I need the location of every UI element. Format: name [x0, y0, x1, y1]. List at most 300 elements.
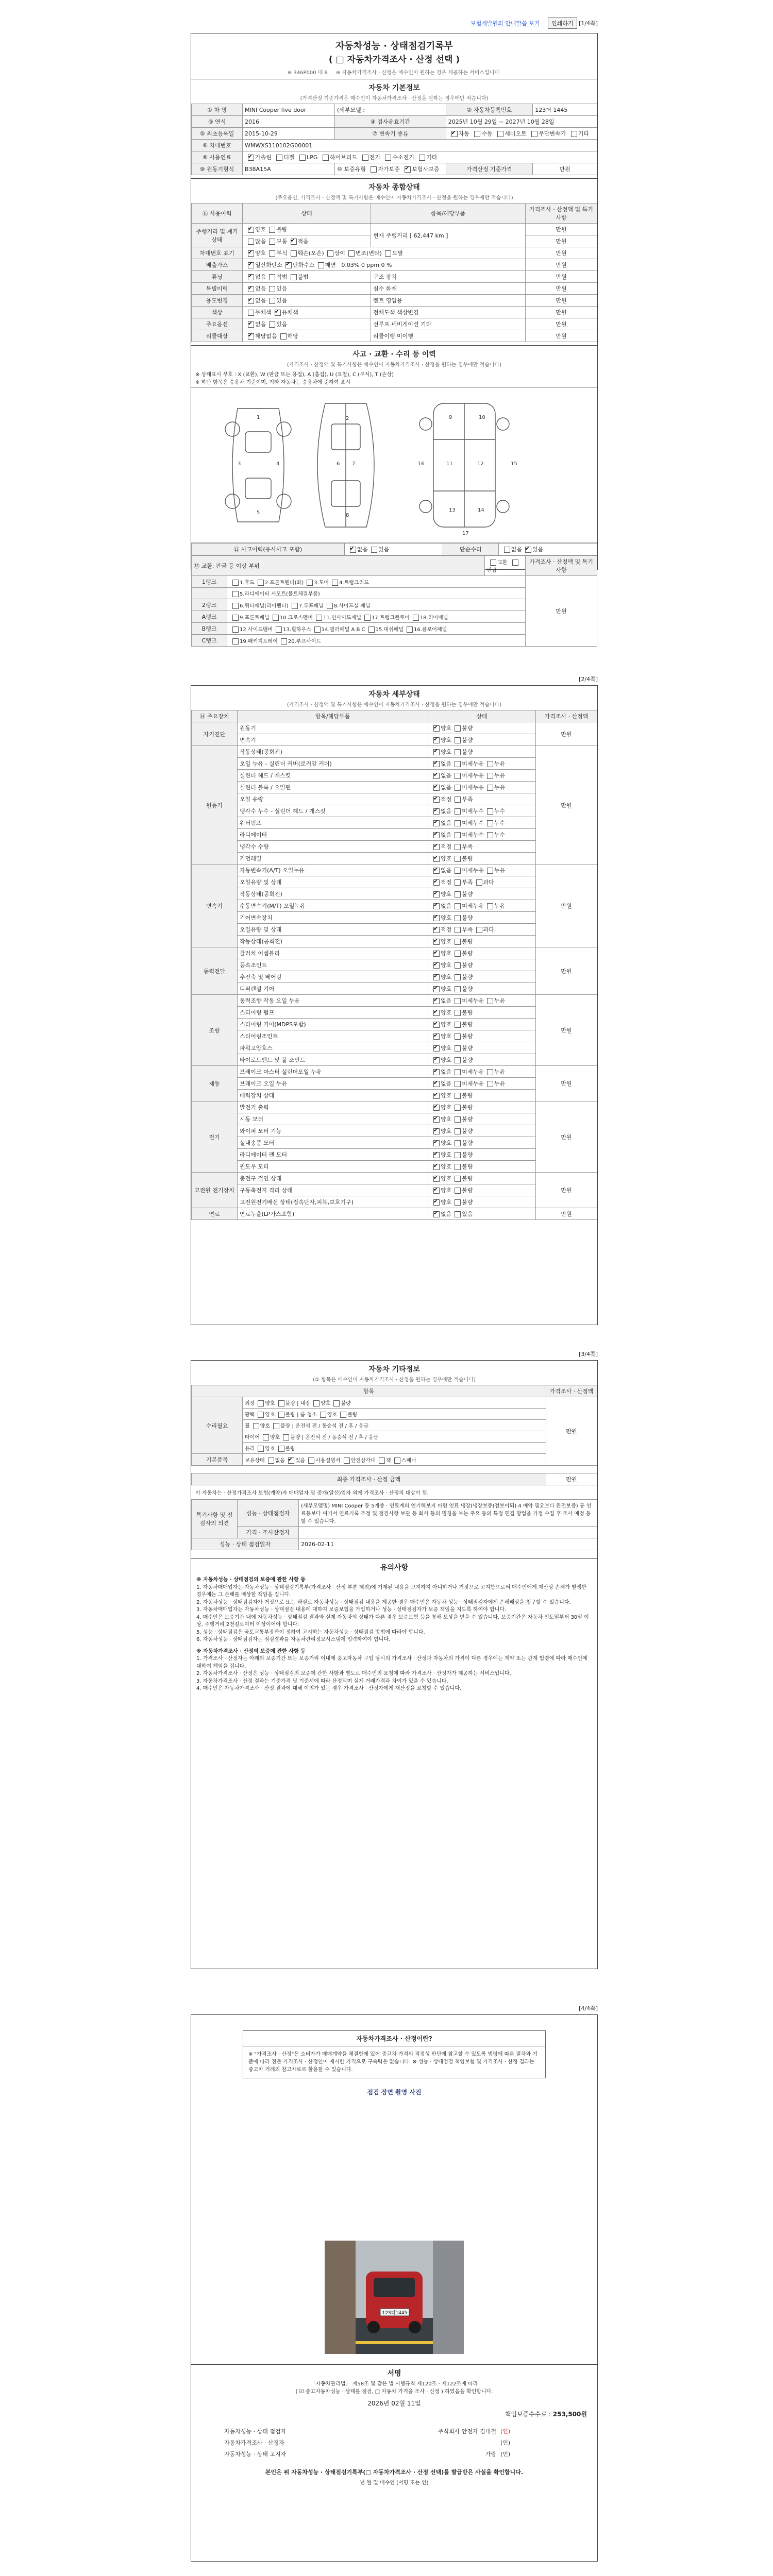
checkbox[interactable]: [232, 603, 239, 609]
checkbox[interactable]: [364, 615, 371, 621]
checkbox[interactable]: [299, 155, 306, 161]
checkbox[interactable]: [269, 298, 275, 304]
checkbox[interactable]: [275, 310, 281, 316]
checkbox[interactable]: [433, 1116, 440, 1123]
warranty-label: ⑩ 보증유형: [337, 166, 366, 173]
checkbox[interactable]: [497, 131, 503, 137]
checkbox[interactable]: [571, 131, 577, 137]
signer-role: 자동차성능 · 상태 점검자: [224, 2428, 287, 2435]
col-header: ⑭ 주요장치: [192, 710, 238, 722]
checkbox[interactable]: [232, 591, 239, 597]
option-label: 불량: [347, 1412, 358, 1418]
checkbox[interactable]: [433, 1081, 440, 1087]
checkbox[interactable]: [433, 1069, 440, 1075]
checkbox[interactable]: [433, 1188, 440, 1194]
checkbox[interactable]: [385, 155, 391, 161]
rank-label: B랭크: [192, 623, 227, 635]
checkbox[interactable]: [433, 773, 440, 779]
group-label: 조향: [192, 995, 238, 1066]
checkbox[interactable]: [405, 166, 411, 173]
option-label: 있음: [276, 297, 288, 304]
status-options: [428, 1161, 536, 1173]
appraiser-label: 가격 · 조사산정자: [238, 1527, 299, 1538]
cell-label: 유리: [245, 1446, 255, 1452]
checkbox[interactable]: [269, 250, 275, 257]
checkbox[interactable]: [455, 1010, 461, 1016]
checkbox[interactable]: [379, 1458, 385, 1464]
status-options: [428, 1173, 536, 1184]
checkbox[interactable]: [232, 615, 239, 621]
checkbox[interactable]: [455, 808, 461, 815]
checkbox[interactable]: [433, 868, 440, 874]
checkbox[interactable]: [278, 1446, 284, 1452]
price-unit: 만원: [536, 1173, 597, 1208]
checkbox[interactable]: [350, 547, 356, 553]
checkbox[interactable]: [455, 1093, 461, 1099]
option-label: 미세누수: [462, 820, 484, 826]
checkbox[interactable]: [455, 1057, 461, 1063]
option-label: 없음: [441, 832, 452, 838]
checkbox[interactable]: [433, 749, 440, 755]
checkbox[interactable]: [273, 615, 279, 621]
doc-subtitle: ( □ 자동차가격조사 · 산정 선택 ): [328, 55, 460, 65]
price-unit: 만원: [536, 746, 597, 865]
checkbox[interactable]: [455, 951, 461, 957]
checkbox[interactable]: [455, 773, 461, 779]
checkbox[interactable]: [258, 1446, 264, 1452]
checkbox[interactable]: [531, 131, 537, 137]
panel-item: 7.루프패널: [298, 603, 324, 609]
panel-number: 6: [337, 461, 340, 467]
option-label: 적정: [441, 926, 452, 933]
checkbox[interactable]: [455, 820, 461, 826]
car-model-label: (세부모델 :: [335, 104, 446, 116]
checkbox[interactable]: [280, 333, 287, 340]
checkbox[interactable]: [433, 856, 440, 862]
option-label: 양호: [255, 250, 266, 257]
item-label: 워터펌프: [238, 817, 428, 829]
checkbox[interactable]: [433, 927, 440, 933]
checkbox[interactable]: [248, 286, 254, 292]
checkbox[interactable]: [487, 785, 493, 791]
checkbox[interactable]: [291, 239, 297, 245]
option-label: 하이브리드: [329, 154, 358, 161]
item-label: 타이로드엔드 및 볼 조인트: [238, 1054, 428, 1066]
opinion-notice: 이 자동차는 · 산정가격조사 보험(계약)자 매매업자 및 중개(알선)업자 외에 가격조사 · 산정의 대상이 됨.: [195, 1490, 429, 1496]
checkbox[interactable]: [316, 615, 322, 621]
table-row: [192, 1066, 597, 1078]
cell-label: 내장: [300, 1401, 311, 1406]
checkbox[interactable]: [281, 638, 287, 645]
checkbox[interactable]: [455, 856, 461, 862]
checkbox[interactable]: [433, 820, 440, 826]
checkbox[interactable]: [455, 915, 461, 921]
checkbox[interactable]: [433, 808, 440, 815]
doc-title: 자동차성능 · 상태점검기록부: [335, 41, 453, 52]
checkbox[interactable]: [371, 166, 377, 173]
checkbox[interactable]: [455, 974, 461, 980]
checkbox[interactable]: [455, 1033, 461, 1040]
checkbox[interactable]: [407, 626, 413, 633]
rank-label: 2랭크: [192, 599, 227, 611]
checkbox[interactable]: [258, 580, 264, 586]
checkbox[interactable]: [433, 951, 440, 957]
checkbox[interactable]: [490, 560, 496, 566]
option-label: 잭: [385, 1458, 391, 1464]
item-label: 디퍼렌셜 기어: [238, 983, 428, 995]
checkbox[interactable]: [455, 1081, 461, 1087]
option-label: 불량: [462, 737, 473, 743]
panel-item: 18.리어패널: [419, 615, 448, 621]
plate-text: 123더1445: [382, 2311, 408, 2316]
checkbox[interactable]: [248, 239, 254, 245]
checkbox[interactable]: [455, 761, 461, 767]
checkbox[interactable]: [344, 1458, 350, 1464]
checkbox[interactable]: [487, 868, 493, 874]
checkbox[interactable]: [327, 250, 333, 257]
checkbox[interactable]: [368, 626, 375, 633]
checkbox[interactable]: [332, 580, 338, 586]
checkbox[interactable]: [278, 1400, 284, 1406]
box-text: ※ "가격조사 · 산정"은 소비자가 매매계약을 체결함에 있어 중고차 가격의 적정성 판단에 참고할 수 있도록 법령에 따른 절차와 기준에 따라 전문 가격조사 · 산정인이 제시한 가격으로 구속력은 없습니다. ※ 성능 · 상태점검 책임보험 및 가격조사 · 산정 결과는 중고차 거래의 참고자료로 활용할 수 있습니다.: [248, 2052, 537, 2073]
checkbox[interactable]: [487, 1069, 493, 1075]
signer-name: [360, 2437, 498, 2448]
checkbox[interactable]: [455, 1140, 461, 1146]
checkbox[interactable]: [269, 274, 275, 280]
checkbox[interactable]: [455, 927, 461, 933]
checkbox[interactable]: [487, 998, 493, 1004]
status-options: [428, 1184, 536, 1196]
option-label: 불량: [462, 1009, 473, 1016]
checkbox[interactable]: [232, 580, 239, 586]
group-label: 원동기: [192, 746, 238, 865]
checkbox[interactable]: [455, 1045, 461, 1052]
status-options: [428, 1113, 536, 1125]
table-row: [192, 1173, 597, 1184]
checkbox[interactable]: [474, 131, 480, 137]
checkbox[interactable]: [455, 832, 461, 838]
checkbox[interactable]: [433, 962, 440, 969]
checkbox[interactable]: [487, 820, 493, 826]
col-header: ⑪ 사용이력: [192, 204, 243, 224]
final-price-unit: 만원: [546, 1473, 597, 1485]
checkbox[interactable]: [413, 615, 419, 621]
accident-note-1: ※ 상태표시 부호 : X (교환), W (판금 또는 용접), A (흠집), U (요철), C (부식), T (손상): [195, 372, 394, 378]
checkbox[interactable]: [455, 1211, 461, 1217]
checkbox[interactable]: [455, 962, 461, 969]
checkbox[interactable]: [433, 1176, 440, 1182]
option-label: 있음: [295, 1458, 306, 1464]
checkbox[interactable]: [455, 1069, 461, 1075]
item-label: 시동 모터: [238, 1113, 428, 1125]
option-label: 양호: [441, 1163, 452, 1170]
col-header: 가격조사 · 산정액: [536, 710, 597, 722]
checkbox[interactable]: [433, 974, 440, 980]
mileage-value: 현재 주행거리 [ 62,447 km ]: [371, 224, 526, 247]
checkbox[interactable]: [248, 274, 254, 280]
checkbox[interactable]: [269, 321, 275, 328]
signer-seal: (인): [500, 2439, 511, 2446]
checkbox[interactable]: [253, 1423, 259, 1429]
option-label: 양호: [441, 1033, 452, 1040]
status-options: [428, 758, 536, 770]
checkbox[interactable]: [258, 1412, 264, 1418]
checkbox[interactable]: [394, 1458, 400, 1464]
checkbox[interactable]: [455, 879, 461, 886]
checkbox[interactable]: [433, 939, 440, 945]
item-label: 브레이크 오일 누유: [238, 1078, 428, 1090]
checkbox[interactable]: [433, 1164, 440, 1170]
checkbox[interactable]: [455, 903, 461, 909]
checkbox[interactable]: [268, 1458, 274, 1464]
status-options: [428, 1101, 536, 1113]
checkbox[interactable]: [455, 1116, 461, 1123]
checkbox[interactable]: [455, 1188, 461, 1194]
checkbox[interactable]: [455, 844, 461, 850]
checkbox[interactable]: [476, 927, 482, 933]
checkbox[interactable]: [455, 891, 461, 897]
checkbox[interactable]: [433, 1093, 440, 1099]
checkbox[interactable]: [455, 749, 461, 755]
checkbox[interactable]: [291, 250, 297, 257]
checkbox[interactable]: [269, 239, 275, 245]
checkbox[interactable]: [451, 131, 458, 137]
status-options: [428, 983, 536, 995]
checkbox[interactable]: [269, 286, 275, 292]
option-label: 양호: [321, 1401, 331, 1406]
car-outline-center: [317, 403, 374, 527]
option-label: 훼손(오손): [297, 250, 324, 257]
checkbox[interactable]: [433, 796, 440, 803]
checkbox[interactable]: [248, 227, 254, 233]
checkbox[interactable]: [433, 1105, 440, 1111]
checkbox[interactable]: [433, 1140, 440, 1146]
option-label: 불량: [462, 1092, 473, 1099]
table-row: [192, 295, 597, 307]
car-diagram-svg: [191, 388, 597, 543]
checkbox[interactable]: [314, 626, 321, 633]
option-label: 누수: [494, 820, 506, 826]
basic-info-table: [191, 104, 597, 175]
checkbox[interactable]: [433, 844, 440, 850]
checkbox[interactable]: [323, 155, 329, 161]
checkbox[interactable]: [455, 1176, 461, 1182]
table-row: 수리필요 외장 양호 불량 | 내장 양호 불량 만원: [192, 1397, 597, 1409]
option-label: 누유: [494, 903, 506, 909]
checkbox[interactable]: [248, 155, 254, 161]
table-row: 광택 양호 불량 | 룸 청소 양호 불량: [192, 1409, 597, 1420]
checkbox[interactable]: [248, 250, 254, 257]
checkbox[interactable]: [419, 155, 425, 161]
checkbox[interactable]: [487, 832, 493, 838]
checkbox[interactable]: [433, 891, 440, 897]
checkbox[interactable]: [385, 250, 391, 257]
notes-heading: ※ 자동차성능 · 상태점검의 보증에 관한 사항 등: [196, 1577, 306, 1583]
option-label: 세미오토: [505, 130, 527, 137]
table-row: [192, 1454, 597, 1466]
checkbox[interactable]: [455, 785, 461, 791]
checkbox[interactable]: [248, 310, 254, 316]
checkbox[interactable]: [455, 1152, 461, 1158]
checkbox[interactable]: [348, 250, 355, 257]
checkbox[interactable]: [433, 725, 440, 732]
checkbox[interactable]: [455, 737, 461, 743]
checkbox[interactable]: [487, 761, 493, 767]
year-label: ③ 연식: [192, 116, 243, 128]
option-label: 보험사보증: [412, 166, 440, 173]
checkbox[interactable]: [232, 626, 239, 633]
checkbox[interactable]: [291, 274, 297, 280]
checkbox[interactable]: [525, 547, 531, 553]
checkbox[interactable]: [288, 1458, 294, 1464]
option-label: 없음: [441, 784, 452, 791]
item-label: 자동변속기(A/T) 오일누유: [238, 865, 428, 876]
checkbox[interactable]: [276, 626, 282, 633]
table-row: [192, 995, 597, 1007]
row-item: 구조 장치: [371, 271, 526, 283]
checkbox[interactable]: [487, 773, 493, 779]
notice-link[interactable]: 보험개발원의 안내말씀 보기: [470, 20, 540, 27]
option-label: 적정: [441, 879, 452, 886]
option-label: 양호: [441, 1199, 452, 1206]
legend-label: 교환: [497, 560, 508, 566]
status-options: [428, 995, 536, 1007]
checkbox[interactable]: [433, 1199, 440, 1206]
checkbox[interactable]: [487, 903, 493, 909]
checkbox[interactable]: [273, 1423, 279, 1429]
status-options: [428, 722, 536, 734]
option-label: 부족: [462, 796, 473, 803]
signer-seal: (인): [500, 2428, 511, 2435]
checkbox[interactable]: [455, 796, 461, 803]
checkbox[interactable]: [433, 1010, 440, 1016]
col-header: 상태: [243, 204, 371, 224]
checkbox[interactable]: [327, 603, 333, 609]
option-label: 있음: [462, 1211, 473, 1217]
checkbox[interactable]: [292, 603, 298, 609]
checkbox[interactable]: [248, 298, 254, 304]
checkbox[interactable]: [269, 227, 275, 233]
status-options: [428, 936, 536, 947]
status-options: [428, 1054, 536, 1066]
group-label: 자기진단: [192, 722, 238, 746]
checkbox[interactable]: [307, 580, 313, 586]
checkbox[interactable]: [455, 986, 461, 992]
checkbox[interactable]: [455, 1022, 461, 1028]
checkbox[interactable]: [258, 1400, 264, 1406]
price-unit: 만원: [536, 1208, 597, 1220]
checkbox[interactable]: [308, 1458, 314, 1464]
item-label: 등속조인트: [238, 959, 428, 971]
checkbox[interactable]: [455, 1128, 461, 1134]
checkbox[interactable]: [433, 1022, 440, 1028]
status-options: [428, 947, 536, 959]
checkbox[interactable]: [433, 1128, 440, 1134]
checkbox[interactable]: [455, 998, 461, 1004]
option-label: 불량: [462, 938, 473, 945]
checkbox[interactable]: [278, 1412, 284, 1418]
checkbox[interactable]: [455, 868, 461, 874]
checkbox[interactable]: [433, 785, 440, 791]
doc-meta-2: ※ 자동차가격조사 · 산정은 매수인이 원하는 경우 제공하는 서비스입니다.: [335, 70, 501, 76]
option-label: 불량: [462, 950, 473, 957]
checkbox[interactable]: [433, 879, 440, 886]
checkbox[interactable]: [455, 1164, 461, 1170]
checkbox[interactable]: [340, 1412, 346, 1418]
footer-sign-line: 년 월 일 매수인 (서명 또는 인): [360, 2480, 429, 2486]
option-label: 누수: [494, 808, 506, 815]
checkbox[interactable]: [433, 1057, 440, 1063]
status-options: [428, 805, 536, 817]
option-label: 미세누유: [462, 867, 484, 874]
checkbox[interactable]: [248, 262, 254, 268]
checkbox[interactable]: [504, 547, 510, 553]
option-label: 변조(변타): [355, 250, 382, 257]
checkbox[interactable]: [433, 761, 440, 767]
checkbox[interactable]: [248, 333, 254, 340]
checkbox[interactable]: [433, 1211, 440, 1217]
checkbox[interactable]: [433, 737, 440, 743]
checkbox[interactable]: [487, 808, 493, 815]
option-label: 양호: [441, 1116, 452, 1123]
option-label: LPG: [307, 154, 318, 161]
item-label: 작동상태(공회전): [238, 888, 428, 900]
checkbox[interactable]: [318, 262, 324, 268]
checkbox[interactable]: [263, 1434, 269, 1440]
checkbox[interactable]: [433, 1152, 440, 1158]
checkbox[interactable]: [433, 1033, 440, 1040]
inspect-date-label: 성능 · 상태 점검일자: [192, 1538, 299, 1550]
checkbox[interactable]: [455, 1199, 461, 1206]
note-paragraph: 4. 매수인은 자동차가격조사 · 산정 결과에 대해 이의가 있는 경우 가격조사 · 산정자에게 재산정을 요청할 수 있습니다.: [196, 1686, 462, 1691]
print-button[interactable]: 인쇄하기: [548, 18, 577, 29]
checkbox[interactable]: [433, 986, 440, 992]
status-options: [428, 746, 536, 758]
row-item: 선루프 네비게이션 기타: [371, 318, 526, 330]
checkbox[interactable]: [455, 725, 461, 732]
checkbox[interactable]: [433, 915, 440, 921]
checkbox[interactable]: [487, 1081, 493, 1087]
car-name-value: MINI Cooper five door: [243, 104, 335, 116]
checkbox[interactable]: [433, 903, 440, 909]
checkbox[interactable]: [433, 832, 440, 838]
checkbox[interactable]: [283, 1434, 289, 1440]
checkbox[interactable]: [433, 1045, 440, 1052]
checkbox[interactable]: [313, 1400, 320, 1406]
option-label: 있음: [276, 285, 288, 292]
checkbox[interactable]: [276, 155, 282, 161]
checkbox[interactable]: [455, 939, 461, 945]
option-label: 없음: [441, 772, 452, 779]
option-label: 미세누유: [462, 784, 484, 791]
checkbox[interactable]: [512, 560, 518, 566]
checkbox[interactable]: [476, 879, 482, 886]
checkbox[interactable]: [455, 1105, 461, 1111]
checkbox[interactable]: [248, 321, 254, 328]
option-label: 불량: [462, 891, 473, 897]
checkbox[interactable]: [371, 547, 377, 553]
checkbox[interactable]: [232, 638, 239, 645]
status-options: [428, 924, 536, 936]
checkbox[interactable]: [285, 262, 292, 268]
checkbox[interactable]: [362, 155, 368, 161]
note-paragraph: 5. 성능 · 상태점검은 국토교통부장관이 정하여 고시하는 자동차성능 · 상태점검 방법에 따라야 합니다.: [196, 1629, 425, 1635]
checkbox[interactable]: [320, 1412, 326, 1418]
option-label: 보통: [276, 238, 288, 245]
cell-label: 운전석 전 / 동승석 전 / 후 / 응급: [295, 1423, 368, 1429]
checkbox[interactable]: [433, 998, 440, 1004]
checkbox[interactable]: [333, 1400, 340, 1406]
